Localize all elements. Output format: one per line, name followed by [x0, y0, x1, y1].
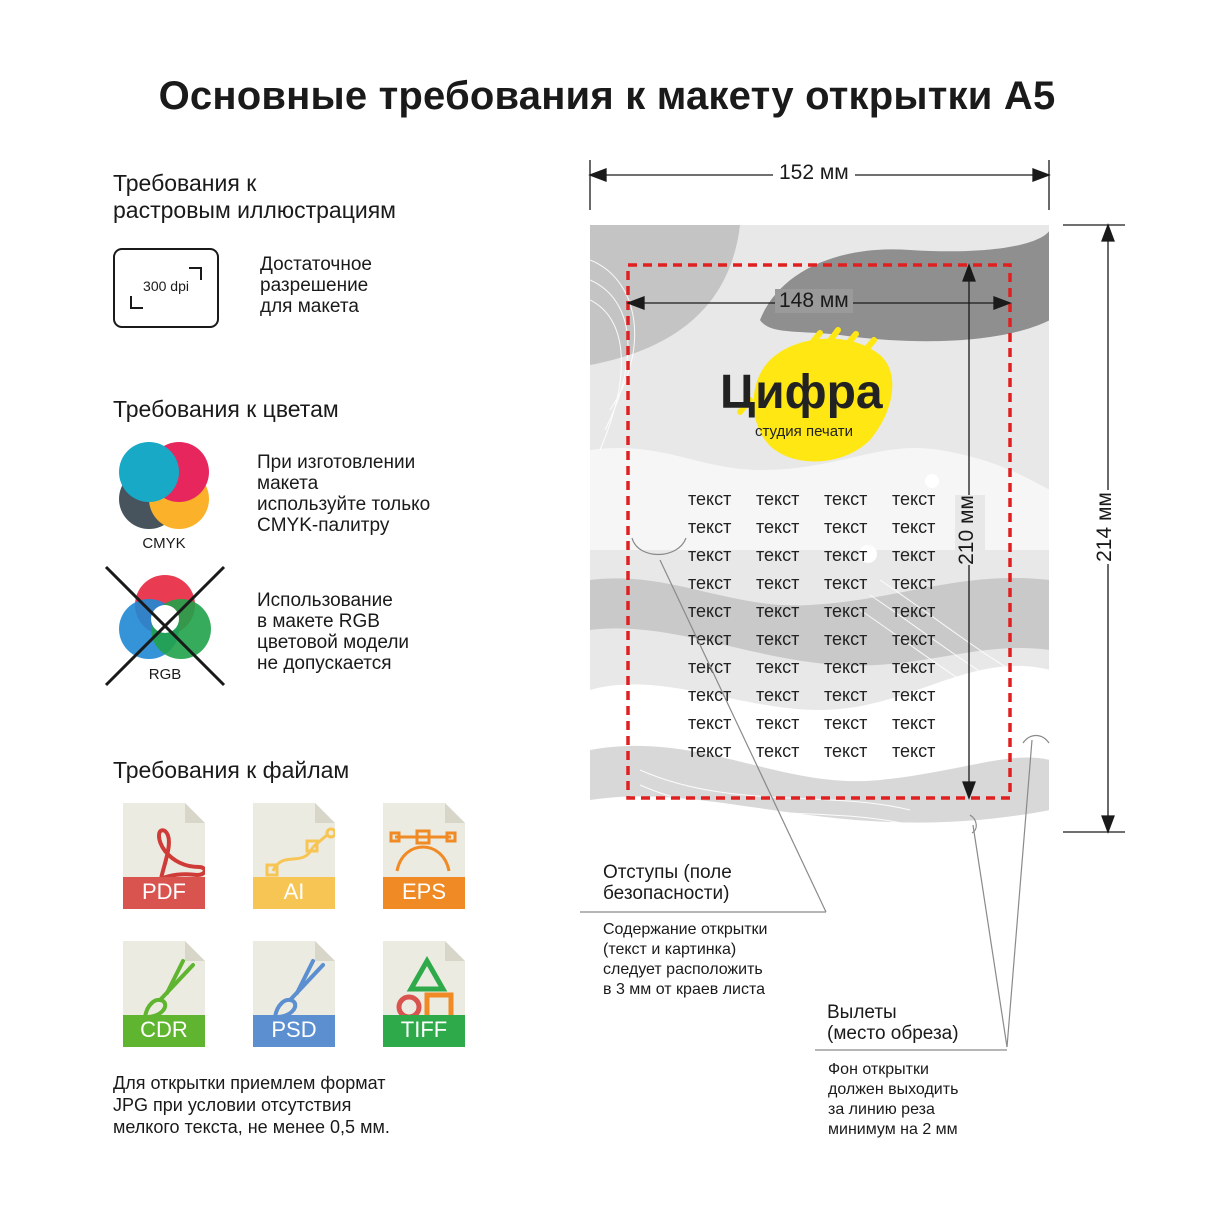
placeholder-text-cell: текст	[892, 489, 936, 509]
placeholder-text-cell: текст	[756, 601, 800, 621]
placeholder-text-cell: текст	[892, 629, 936, 649]
placeholder-text-cell: текст	[756, 741, 800, 761]
placeholder-text-cell: текст	[756, 489, 800, 509]
placeholder-text-cell: текст	[688, 517, 732, 537]
placeholder-text-cell: текст	[756, 629, 800, 649]
placeholder-text-cell: текст	[824, 657, 868, 677]
placeholder-text-cell: текст	[892, 545, 936, 565]
rgb-label: RGB	[137, 666, 193, 683]
file-format-label: TIFF	[400, 1017, 448, 1042]
placeholder-text-cell: текст	[824, 545, 868, 565]
placeholder-text-cell: текст	[688, 629, 732, 649]
raster-heading: Требования к растровым иллюстрациям	[113, 170, 396, 223]
file-format-cdr	[123, 941, 205, 1047]
placeholder-text-cell: текст	[892, 741, 936, 761]
dpi-frame-icon	[113, 248, 219, 328]
logo-text: Цифра	[720, 366, 883, 419]
cmyk-label: CMYK	[142, 535, 186, 552]
cmyk-description: При изготовлении макета используйте только CMYK-палитру	[257, 452, 431, 536]
bleed-heading: Вылеты (место обреза)	[827, 1002, 959, 1044]
placeholder-text-cell: текст	[892, 601, 936, 621]
placeholder-text-cell: текст	[824, 489, 868, 509]
file-format-label: PDF	[142, 879, 186, 904]
file-format-eps	[383, 803, 465, 909]
file-format-tiff	[383, 941, 465, 1047]
placeholder-text-cell: текст	[688, 657, 732, 677]
margins-heading: Отступы (поле безопасности)	[603, 862, 732, 904]
placeholder-text-cell: текст	[892, 573, 936, 593]
placeholder-text-cell: текст	[688, 713, 732, 733]
height-inner-label: 210 мм	[955, 495, 985, 565]
placeholder-text-cell: текст	[824, 629, 868, 649]
file-format-label: PSD	[271, 1017, 317, 1042]
placeholder-text-cell: текст	[824, 713, 868, 733]
margins-description: Содержание открытки (текст и картинка) следует расположить в 3 мм от краев листа	[603, 921, 768, 998]
placeholder-text-cell: текст	[756, 685, 800, 705]
height-outer-label: 214 мм	[1093, 490, 1123, 564]
colors-heading: Требования к цветам	[113, 396, 339, 422]
placeholder-text-cell: текст	[756, 657, 800, 677]
placeholder-text-cell: текст	[892, 517, 936, 537]
placeholder-text-cell: текст	[756, 545, 800, 565]
placeholder-text-cell: текст	[824, 741, 868, 761]
placeholder-text-cell: текст	[688, 573, 732, 593]
postcard-diagram	[580, 150, 1214, 1150]
placeholder-text-cell: текст	[892, 713, 936, 733]
placeholder-text-cell: текст	[688, 685, 732, 705]
cmyk-circles-icon	[112, 442, 216, 534]
file-format-psd	[253, 941, 335, 1047]
files-note: Для открытки приемлем формат JPG при условии отсутствия мелкого текста, не менее 0,5 мм.	[113, 1073, 390, 1137]
placeholder-text-cell: текст	[688, 741, 732, 761]
bleed-description: Фон открытки должен выходить за линию реза минимум на 2 мм	[828, 1061, 959, 1138]
placeholder-text-cell: текст	[824, 517, 868, 537]
placeholder-text-cell: текст	[756, 573, 800, 593]
page-title: Основные требования к макету открытки А5	[158, 74, 1056, 118]
width-inner-label: 148 мм	[775, 289, 853, 313]
raster-description: Достаточное разрешение для макета	[260, 254, 372, 317]
logo-subtitle: студия печати	[755, 423, 854, 440]
file-format-label: CDR	[140, 1017, 188, 1042]
placeholder-text-cell: текст	[824, 601, 868, 621]
placeholder-text-cell: текст	[756, 713, 800, 733]
file-format-ai	[253, 803, 335, 909]
placeholder-text-cell: текст	[892, 657, 936, 677]
files-heading: Требования к файлам	[113, 757, 350, 783]
placeholder-text-cell: текст	[892, 685, 936, 705]
placeholder-text-cell: текст	[756, 517, 800, 537]
cmyk-cyan-circle	[119, 442, 179, 502]
rgb-description: Использование в макете RGB цветовой модели не допускается	[257, 590, 410, 674]
width-outer-label: 152 мм	[773, 161, 855, 185]
dpi-label: 300 dpi	[143, 278, 189, 294]
placeholder-text-cell: текст	[824, 685, 868, 705]
placeholder-text-cell: текст	[688, 545, 732, 565]
placeholder-text-cell: текст	[688, 489, 732, 509]
file-format-pdf	[123, 803, 205, 909]
placeholder-text-cell: текст	[824, 573, 868, 593]
file-format-label: EPS	[401, 879, 447, 904]
file-format-label: AI	[283, 879, 305, 904]
placeholder-text-cell: текст	[688, 601, 732, 621]
